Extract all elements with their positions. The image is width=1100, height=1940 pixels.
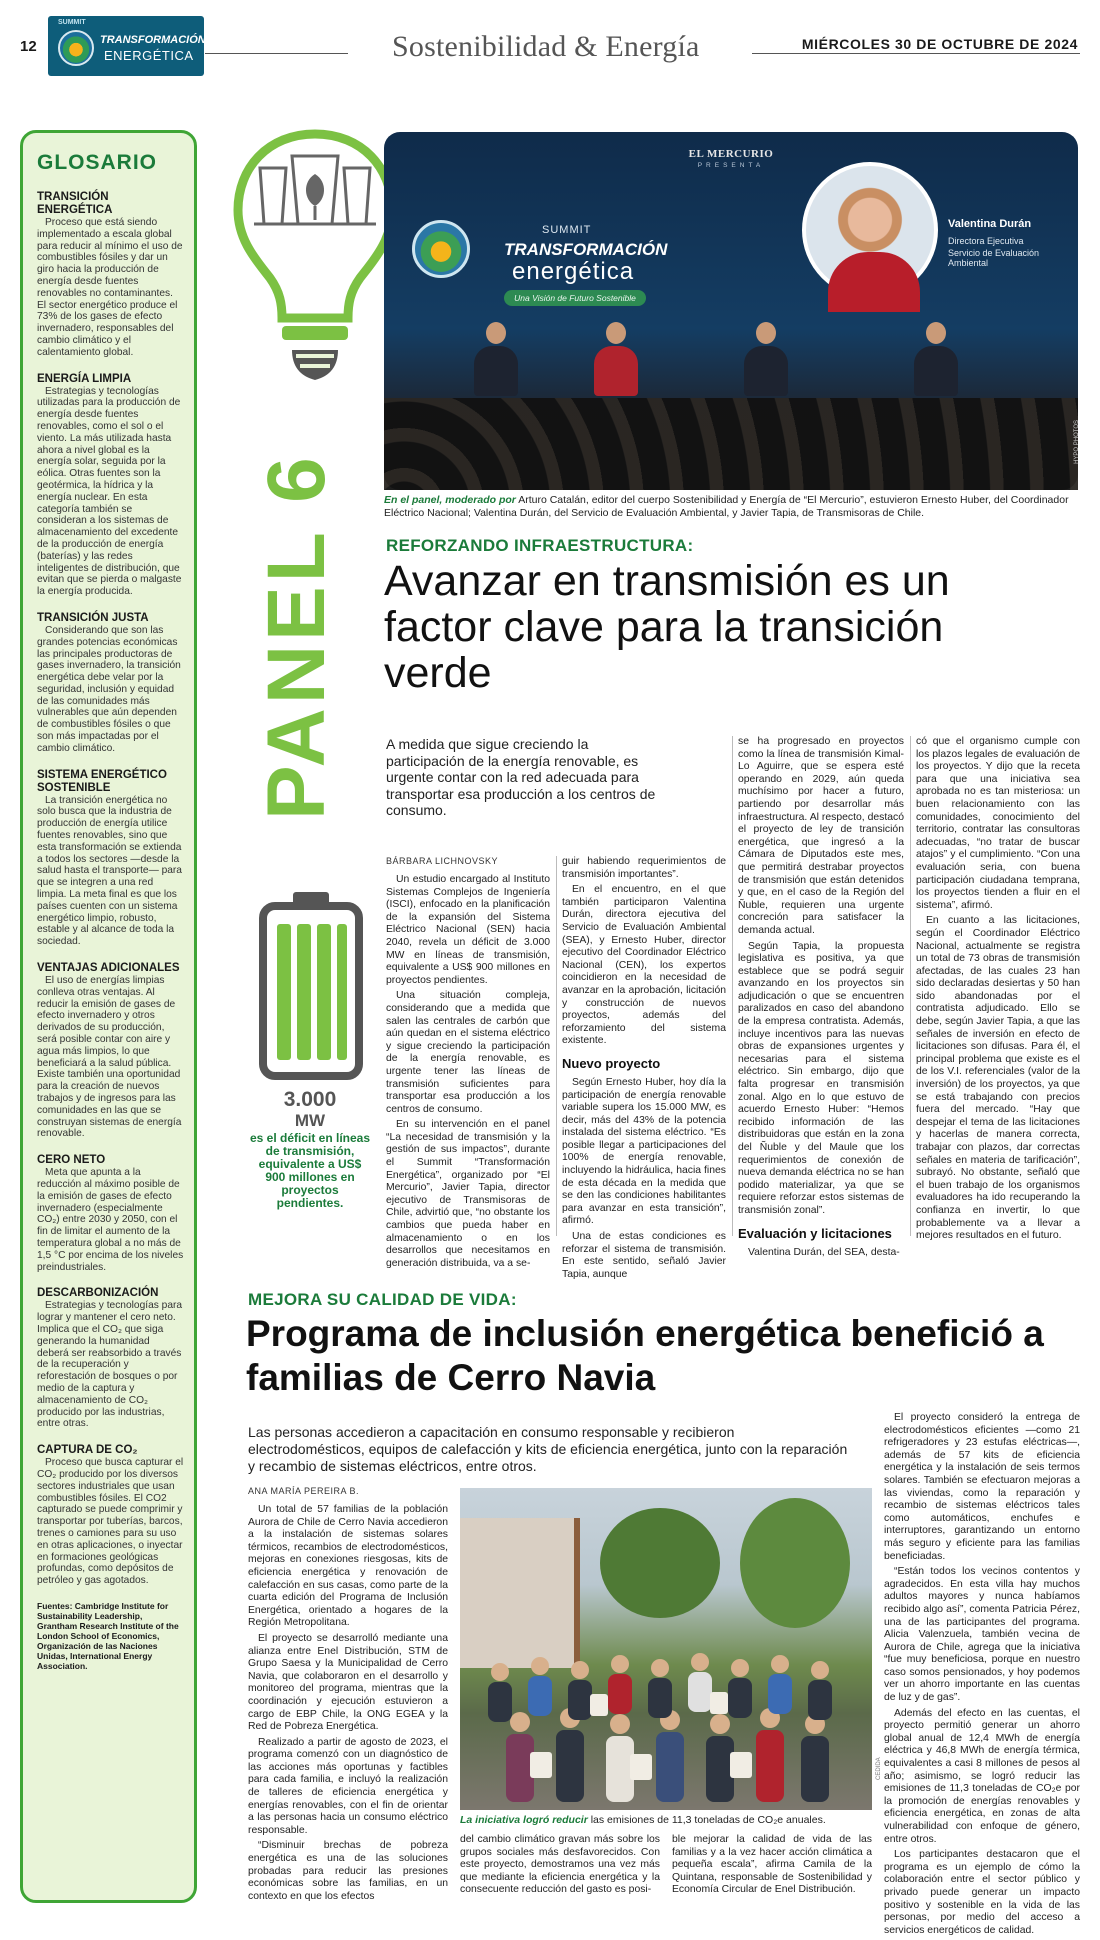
article2-byline: ANA MARÍA PEREIRA B. xyxy=(248,1486,360,1496)
families-photo xyxy=(460,1488,872,1810)
article2-deck: Las personas accedieron a capacitación en consumo responsable y recibieron electrodomésticos, equipos de calefacción y kits de eficiencia energética, junto con la reparación y recambio de sistemas eléctricos, entre otros. xyxy=(248,1424,848,1474)
article1-byline: BÁRBARA LICHNOVSKY xyxy=(386,856,499,866)
paragraph: se ha progresado en proyectos como la línea de transmisión Kimal-Lo Aguirre, que se espera esté operando en 2029, aún queda muchísimo por hacer a futuro, partiendo por desarrollar más infraestructura. Al respecto, destacó el proyecto de ley de transición energética, que ingresó a la Cámara de Diputados este mes, que permitirá destrabar proyectos de transmisión que están detenidos y que, en el caso de la Región del Ñuble, requieren una urgente concreción para satisfacer la demanda actual. xyxy=(738,736,904,936)
article2-kicker: MEJORA SU CALIDAD DE VIDA: xyxy=(248,1290,517,1309)
glossary-box xyxy=(20,130,197,1903)
glossary-term xyxy=(37,1154,184,1273)
term-definition: La transición energética no solo busca que la industria de producción de energía utilice fuentes renovables, sino que esta transformación se extienda a todos los sectores —desde la salud hasta el transporte— para que se integren a una red limpia. La meta final es que los países cuenten con un sistema energético limpio, robusto, estable y al alcance de toda la sociedad. xyxy=(37,794,182,948)
paragraph: En cuanto a las licitaciones, según el Coordinador Eléctrico Nacional, actualmente se registra un total de 73 obras de transmisión afectadas, de las cuales 23 han sido declaradas desiertas y 50 han sido abandonadas por el contratista adjudicado. Ello se debe, según Javier Tapia, a que las señales de inversión en efecto de licitaciones son difusas. Para él, el principal problema que existe es el de los V.I. referenciales (valor de la inversión) de los proyectos, ya que se está trabajando con precios fuera del mercado. “Hay que despejar el tema de las licitaciones y hacerlas de manera correcta, trabajar con plazos, dar correctas señales en materia de tarificación”, subrayó. No obstante, señaló que el buen trabajo de los organismos evaluadores ha ido recuperando la confianza en invertir, lo que probablemente va a llevar a mejores resultados en el futuro. xyxy=(916,915,1080,1242)
term-definition: Proceso que busca capturar el CO₂ producido por los diversos sectores industriales que usan combustibles fósiles. El CO2 capturado se puede comprimir y transportar por tuberías, barcos, trenes o camiones para su uso en otras aplicaciones, o inyectar en formaciones geológicas profundas, como depósitos de petróleo y gas agotados. xyxy=(37,1457,184,1587)
section-title: Sostenibilidad & Energía xyxy=(392,30,700,63)
paragraph: Según Ernesto Huber, hoy día la participación de energía renovable variable supera los 15.000 MW, es decir, más del 43% de la potencia instalada del sistema eléctrico. “Es posible llegar a participaciones del 100% de energía renovable, incluyendo la hidráulica, hacia fines de esta década en la medida que se den las condiciones habilitantes para avanzar en esta transición”, afirmó. xyxy=(562,1076,726,1227)
term-name: CAPTURA DE CO₂ xyxy=(37,1444,138,1457)
term-definition: Meta que apunta a la reducción al máximo posible de la emisión de gases de efecto invernadero (especialmente CO₂) entre 2030 y 2050, con el fin de limitar el aumento de la temperatura global a no más de 1,5 °C por encima de los niveles preindustriales. xyxy=(37,1167,184,1273)
article1-column-4 xyxy=(916,736,1080,1246)
page-number: 12 xyxy=(20,38,37,55)
glossary-term xyxy=(37,373,184,598)
column-rule xyxy=(910,736,911,1236)
tree-foliage xyxy=(600,1508,720,1618)
glossary-term xyxy=(37,1444,184,1587)
paragraph: “Están todos los vecinos contentos y agradecidos. En esta villa hay muchos adultos mayores y nunca habíamos recibido algo así”, comenta Patricia Pérez, una de las participantes del programa. Alicia Valenzuela, también vecina de Aurora de Chile, agrega que la iniciativa “fue muy beneficiosa, porque en nuestro caso somos pensionados, y hoy podemos ver un ahorro importante en las cuentas de luz y de gas”. xyxy=(884,1566,1080,1704)
term-name: SISTEMA ENERGÉTICO SOSTENIBLE xyxy=(37,768,167,794)
photo-tagline: Una Visión de Futuro Sostenible xyxy=(504,290,646,306)
article1-column-3 xyxy=(738,736,904,1262)
article2-headline: Programa de inclusión energética benefició a familias de Cerro Navia xyxy=(246,1313,1044,1398)
stat-unit: MW xyxy=(294,1111,326,1130)
paragraph: Un estudio encargado al Instituto Sistemas Complejos de Ingeniería (ISCI), enfocado en la planificación de la expansión del Sistema Eléctrico Nacional (SEN) hacia 2040, revela un déficit de 3.000 MW en líneas de transmisión, equivalente a US$ 900 millones en proyectos pendientes. xyxy=(386,874,550,986)
paragraph: Una situación compleja, considerando que a medida que salen las centrales de carbón que aún quedan en el sistema eléctrico y sigue creciendo la participación de la energía renovable, es urgente tener las líneas de transmisión suficientes para transportar esa producción a los centros de consumo. xyxy=(386,990,550,1115)
photo2-credit: CEDIDA xyxy=(876,1757,882,1780)
stat-value: 3.000 xyxy=(283,1088,337,1111)
article1-column-1 xyxy=(386,856,550,1273)
stat-description: es el déficit en líneas de transmisión, equivalente a US$ 900 millones en proyectos pendientes. xyxy=(249,1131,371,1210)
photo-presenta-label: PRESENTA xyxy=(697,162,765,169)
term-definition: Considerando que son las grandes potencias económicas las principales productoras de gases invernadero, la transición energética debe velar por la seguridad, inclusión y equidad de las comunidades más vulnerables que aún dependen de combustibles fósiles o que son más impactadas por el cambio climático. xyxy=(37,624,181,754)
header-date: MIÉRCOLES 30 DE OCTUBRE DE 2024 xyxy=(801,36,1078,52)
tree-foliage xyxy=(740,1498,850,1628)
logo-summit-label: SUMMIT xyxy=(58,19,86,26)
glossary-sources: Fuentes: Cambridge Institute for Sustainability Leadership, Grantham Research Institute of the London School of Economics, Organización de las Naciones Unidas, International Energy Association. xyxy=(37,1600,179,1671)
article1-headline: Avanzar en transmisión es un factor clave para la transición verde xyxy=(384,557,950,697)
photo-credit: HYPO PHOTOS xyxy=(1074,420,1080,464)
paragraph: Una de estas condiciones es reforzar el sistema de transmisión. En este sentido, señaló Javier Tapia, aunque xyxy=(562,1231,726,1280)
panelist-figure xyxy=(474,322,518,396)
article1-subhead-1: Nuevo proyecto xyxy=(562,1055,661,1071)
paragraph: “Disminuir brechas de pobreza energética es una de las soluciones probadas para reducir las presiones económicas sobre las familias, en un contexto en que los efectos xyxy=(248,1840,448,1902)
glossary-title: GLOSARIO xyxy=(37,151,158,174)
stage-panelists xyxy=(444,318,1018,396)
header-rule-left xyxy=(205,53,348,54)
photo-summit-label: SUMMIT xyxy=(542,224,592,236)
caption-lead: La iniciativa logró reducir xyxy=(460,1814,588,1826)
logo-line1: TRANSFORMACIÓN xyxy=(100,34,206,46)
article1-column-2 xyxy=(562,856,726,1284)
photo-outlet-label: EL MERCURIO xyxy=(688,148,774,160)
article2-column-3 xyxy=(672,1834,872,1900)
inset-name: Valentina Durán xyxy=(948,218,1032,230)
summit-ring-icon xyxy=(412,220,470,278)
logo-line2: ENERGÉTICA xyxy=(104,48,194,63)
term-name: CERO NETO xyxy=(37,1154,106,1167)
paragraph: Realizado a partir de agosto de 2023, el programa comenzó con un diagnóstico de las acciones más oportunas y factibles para cada familia, e incluyó la realización de talleres de eficiencia energética y energías renovables, con el fin de orientar a las personas hacia un consumo eléctrico responsable. xyxy=(248,1736,448,1836)
stat-block xyxy=(248,1088,372,1210)
paragraph: Valentina Durán, del SEA, desta- xyxy=(748,1246,900,1258)
paragraph: Un total de 57 familias de la población Aurora de Chile de Cerro Navia accedieron a la instalación de sistemas solares térmicos, recambios de electrodomésticos, mejoras en conexiones riesgosas, kits de eficiencia energética y renovación de calefacción en sus casas, como parte de la cuarta edición del Programa de Inclusión Energética, orientado a hogares de la Región Metropolitana. xyxy=(248,1504,448,1629)
inset-role-line1: Directora Ejecutiva xyxy=(948,236,1024,246)
panelist-figure xyxy=(914,322,958,396)
paragraph: En su intervención en el panel “La necesidad de transmisión y la gestión de sus impactos”, durante el Summit “Transformación Energética”, organizado por “El Mercurio”, Javier Tapia, director ejecutivo de Transmisoras de Chile, advirtió que, “no obstante los cambios que pueda haber en almacenamiento o en los desarrollos que necesitamos en generación distribuida, va a se- xyxy=(386,1119,550,1269)
article2-column-1 xyxy=(248,1486,448,1906)
paragraph: guir habiendo requerimientos de transmisión importantes”. xyxy=(562,856,726,880)
glossary-term xyxy=(37,191,184,359)
caption-lead: En el panel, moderado por xyxy=(384,494,516,506)
paragraph: En el encuentro, en el que también participaron Valentina Durán, directora ejecutiva del Servicio de Evaluación Ambiental (SEA), y Ernesto Huber, director ejecutivo del Coordinador Eléctrico Nacional (CEN), los expertos coincidieron en la necesidad de avanzar en la aprobación, licitación y construcción de nuevos proyectos, además del reforzamiento del sistema existente. xyxy=(562,884,726,1047)
photo-brand-line2: energética xyxy=(512,258,635,285)
photo-caption xyxy=(384,494,1078,520)
article1-subhead-2: Evaluación y licitaciones xyxy=(738,1225,892,1241)
lightbulb-factory-icon xyxy=(230,128,400,388)
paragraph: Los participantes destacaron que el programa es un ejemplo de cómo la colaboración entre el sector público y privado puede generar un impacto positivo y sostenible en la vida de las personas, por medio del acceso a servicios energéticos de calidad. xyxy=(884,1849,1080,1936)
term-name: DESCARBONIZACIÓN xyxy=(37,1287,159,1300)
term-name: ENERGÍA LIMPIA xyxy=(37,372,132,385)
term-definition: Estrategias y tecnologías para lograr y mantener el cero neto. Implica que el CO₂ que siga generando la humanidad deberá ser reabsorbido a través de la recuperación y reforestación de bosques o por medio de la captura y almacenamiento de CO₂ producido por las industrias, entre otras. xyxy=(37,1300,183,1430)
glossary-term xyxy=(37,769,184,948)
caption-text: las emisiones de 11,3 toneladas de CO₂e anuales. xyxy=(587,1814,826,1826)
column-rule xyxy=(556,856,557,1236)
inset-portrait xyxy=(802,162,938,298)
audience-silhouettes xyxy=(384,398,1078,490)
paragraph: Además del efecto en las cuentas, el proyecto permitió generar un ahorro global anual de 12,4 MWh de energía eléctrica y 46,8 MWh de energía térmica, equivalentes a casi 8 millones de pesos al año; asimismo, se logró reducir las emisiones de 11,3 toneladas de CO₂e por la promoción de energías renovables y eficiencia energética, en zonas de alta vulnerabilidad con enfoque de género, entre otros. xyxy=(884,1707,1080,1845)
summit-logo xyxy=(48,16,204,76)
paragraph: El proyecto se desarrolló mediante una alianza entre Enel Distribución, STM de Grupo Saesa y la Municipalidad de Cerro Navia, que colaboraron en el desarrollo y monitoreo del programa, mientras que la coordinación y ejecución estuvieron a cargo de EBP Chile, la ONG EGEA y la Red de Pobreza Energética. xyxy=(248,1632,448,1733)
glossary-term xyxy=(37,1287,184,1430)
paragraph: El proyecto consideró la entrega de electrodomésticos eficientes —como 21 refrigeradores y 23 estufas eléctricas—, además de 57 kits de eficiencia energética y la instalación de seis termos solares. También se efectuaron mejoras a las viviendas, como la reparación y recambio de sistemas eléctricos tales como automáticos, enchufes e interruptores, garantizando un entorno más seguro y eficiente para las familias beneficiadas. xyxy=(884,1412,1080,1562)
photo2-caption xyxy=(460,1814,872,1826)
summit-logo-icon xyxy=(58,30,94,66)
panel-number-label: PANEL 6 xyxy=(251,453,342,820)
article1-kicker: REFORZANDO INFRAESTRUCTURA: xyxy=(386,536,694,555)
photo-brand-line1: TRANSFORMACIÓN xyxy=(504,240,668,259)
battery-icon xyxy=(257,890,365,1080)
term-definition: Estrategias y tecnologías utilizadas para la producción de energía desde fuentes renovables, como el sol o el viento. La más utilizada hasta ahora a nivel global es la energía solar, seguida por la eólica. Otras fuentes son la geotérmica, la hídrica y la energía nuclear. En esta categoría también se consideran a los sistemas de almacenamiento del excedente de la producción de energía (baterías) y las redes inteligentes de distribución, que evitan que se pierda o malgaste la energía producida. xyxy=(37,385,182,598)
panel-photo xyxy=(384,132,1078,490)
panelist-figure xyxy=(744,322,788,396)
article2-column-4 xyxy=(884,1412,1080,1940)
term-definition: El uso de energías limpias conlleva otras ventajas. Al reducir la emisión de gases de efecto invernadero y otros derivados de su producción, será posible contar con aire y agua más limpios, lo que beneficiará a la salud pública. Existe también una oportunidad para la creación de nuevos trabajos y de ingresos para las comunidades en las que se construyan sistemas de energía renovable. xyxy=(37,975,182,1140)
caption-text: Arturo Catalán, editor del cuerpo Sostenibilidad y Energía de “El Mercurio”, estuvieron Ernesto Huber, del Coordinador Eléctrico Nacional; Valentina Durán, del Servicio de Evaluación Ambiental, y Javier Tapia, de Transmisoras de Chile. xyxy=(384,494,1069,519)
glossary-term xyxy=(37,962,184,1140)
header-rule-right xyxy=(752,53,1080,54)
paragraph: ble mejorar la calidad de vida de las familias y a la vez hacer acción climática a pequeña escala”, afirma Camila de la Quintana, responsable de Sostenibilidad y Economía Circular de Enel Distribución. xyxy=(672,1834,872,1896)
term-definition: Proceso que está siendo implementado a escala global para reducir al mínimo el uso de combustibles fósiles y dar un giro hacia la producción de energía desde fuentes renovables no contaminantes. El sector energético produce el 73% de los gases de efecto invernadero, responsables del cambio climático y el calentamiento global. xyxy=(37,217,183,358)
term-name: TRANSICIÓN JUSTA xyxy=(37,611,149,624)
inset-role-line2: Servicio de Evaluación Ambiental xyxy=(948,248,1040,268)
paragraph: có que el organismo cumple con los plazos legales de evaluación de los proyectos. Y dijo que la receta para que una iniciativa sea aprobada no es tan misteriosa: un buen relacionamiento con las comunidades, conocimiento del territorio, contratar las consultoras adecuadas, “no tratar de buscar atajos” y el cumplimiento. “Con una evaluación seria, con buena participación ciudadana temprana, los proyectos tienden a fluir en el sistema”, afirmó. xyxy=(916,736,1080,911)
article1-deck: A medida que sigue creciendo la participación de la energía renovable, es urgente contar con la red adecuada para transportar esa producción a los centros de consumo. xyxy=(386,736,656,818)
term-name: TRANSICIÓN ENERGÉTICA xyxy=(37,191,113,216)
column-rule xyxy=(732,736,733,1236)
article2-column-2 xyxy=(460,1834,660,1900)
paragraph: Según Tapia, la propuesta legislativa es positiva, ya que establece que se podrá seguir avanzando en los proyectos sin adjudicación o que se encuentren paralizados en caso del abandono de la empresa contratista. Además, incluye incentivos para las nuevas obras de expansiones urgentes y necesarias para el sistema eléctrico. Sin embargo, dijo que falta progresar en transmisión zonal. Algo en lo que estuvo de acuerdo Ernesto Huber: “Hemos recibido información de las distribuidoras que están en la zona del Ñuble y del Maule que los requerimientos de conexión de nueva demanda eléctrica no se han podido materializar, ya que se requiere reforzar estos sistemas de transmisión zonal”. xyxy=(738,940,904,1216)
crowd-of-people xyxy=(470,1632,862,1802)
term-name: VENTAJAS ADICIONALES xyxy=(37,962,180,975)
panelist-figure xyxy=(594,322,638,396)
glossary-term xyxy=(37,612,184,755)
paragraph: del cambio climático gravan más sobre los grupos sociales más desfavorecidos. Con este proyecto, demostramos una vez más que mediante la eficiencia energética y la consecuente reducción del gasto es posi- xyxy=(460,1834,660,1896)
